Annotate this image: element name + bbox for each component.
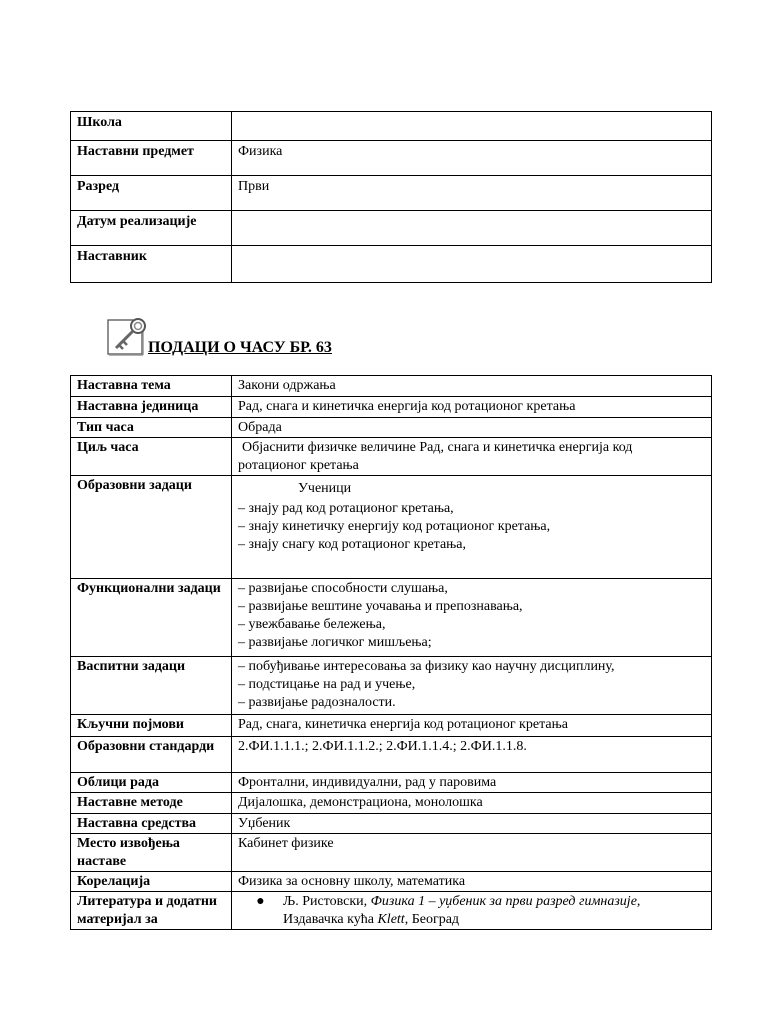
list-item: – развијање вештине уочавања и препознавања,	[238, 599, 523, 614]
correlation-label: Корелација	[71, 872, 232, 892]
functional-tasks-label: Функционални задаци	[71, 579, 232, 657]
literature-publisher-prefix: Издавачка кућа	[283, 912, 378, 927]
methods-label: Наставне методе	[71, 793, 232, 814]
teaching-aids-value: Уџбеник	[232, 814, 712, 834]
upbringing-tasks-label: Васпитни задаци	[71, 657, 232, 715]
table-row	[71, 112, 712, 141]
list-item: – развијање радозналости.	[238, 695, 396, 710]
bullet-icon: ●	[256, 894, 265, 909]
table-row	[71, 376, 712, 397]
unit-value: Рад, снага и кинетичка енергија код ротационог кретања	[232, 397, 712, 418]
teaching-aids-label: Наставна средства	[71, 814, 232, 834]
table-row	[71, 657, 712, 715]
students-intro: Ученици	[298, 481, 352, 496]
list-item: – развијање логичког мишљења;	[238, 635, 432, 650]
unit-label: Наставна јединица	[71, 397, 232, 418]
table-row	[71, 438, 712, 476]
literature-value	[232, 892, 712, 930]
topic-label: Наставна тема	[71, 376, 232, 397]
key-icon	[106, 316, 148, 356]
functional-tasks-value	[232, 579, 712, 657]
list-item: ● Љ. Ристовски, Физика 1 – уџбеник за први разред гимназије, Издавачка кућа Klett, Београд	[238, 893, 705, 929]
table-row	[71, 872, 712, 892]
school-label: Школа	[71, 112, 232, 141]
school-info-table	[70, 111, 712, 283]
lesson-type-value: Обрада	[232, 418, 712, 438]
table-row	[71, 141, 712, 176]
literature-book: Физика 1 – уџбеник за први разред гимназије	[370, 894, 637, 909]
educational-tasks-value	[232, 476, 712, 579]
table-row	[71, 793, 712, 814]
work-forms-label: Облици рада	[71, 773, 232, 793]
table-row	[71, 397, 712, 418]
literature-publisher: Klett	[377, 912, 405, 927]
table-row	[71, 715, 712, 737]
standards-label: Образовни стандарди	[71, 737, 232, 773]
teacher-value	[232, 246, 712, 283]
list-item: – развијање способности слушања,	[238, 581, 448, 596]
location-label: Место извођења наставе	[71, 834, 232, 872]
list-item: – увежбавање бележења,	[238, 617, 386, 632]
goal-label: Циљ часа	[71, 438, 232, 476]
grade-value: Први	[232, 176, 712, 211]
table-row	[71, 892, 712, 930]
literature-label: Литература и додатни материјал за	[71, 892, 232, 930]
table-row	[71, 579, 712, 657]
location-value: Кабинет физике	[232, 834, 712, 872]
methods-value: Дијалошка, демонстрациона, монолошка	[232, 793, 712, 814]
correlation-value: Физика за основну школу, математика	[232, 872, 712, 892]
school-value	[232, 112, 712, 141]
table-row	[71, 211, 712, 246]
list-item: – знају кинетичку енергију код ротационог кретања,	[238, 519, 551, 534]
goal-line: Објаснити физичке величине Рад, снага и кинетичка енергија код	[242, 440, 633, 455]
table-row	[71, 246, 712, 283]
table-row	[71, 834, 712, 872]
upbringing-tasks-value	[232, 657, 712, 715]
lesson-type-label: Тип часа	[71, 418, 232, 438]
list-item: – знају снагу код ротационог кретања,	[238, 537, 466, 552]
grade-label: Разред	[71, 176, 232, 211]
table-row	[71, 476, 712, 579]
standards-value: 2.ФИ.1.1.1.; 2.ФИ.1.1.2.; 2.ФИ.1.1.4.; 2.ФИ.1.1.8.	[232, 737, 712, 773]
table-row	[71, 737, 712, 773]
subject-label: Наставни предмет	[71, 141, 232, 176]
table-row	[71, 176, 712, 211]
table-row	[71, 418, 712, 438]
topic-value: Закони одржања	[232, 376, 712, 397]
goal-line: ротационог кретања	[238, 458, 359, 473]
key-concepts-value: Рад, снага, кинетичка енергија код ротационог кретања	[232, 715, 712, 737]
table-row	[71, 773, 712, 793]
table-row	[71, 814, 712, 834]
literature-author: Љ. Ристовски,	[283, 894, 371, 909]
date-value	[232, 211, 712, 246]
key-concepts-label: Кључни појмови	[71, 715, 232, 737]
lesson-table	[70, 375, 712, 930]
list-item: – подстицање на рад и учење,	[238, 677, 416, 692]
educational-tasks-label: Образовни задаци	[71, 476, 232, 579]
teacher-label: Наставник	[71, 246, 232, 283]
list-item: – знају рад код ротационог кретања,	[238, 501, 454, 516]
subject-value: Физика	[232, 141, 712, 176]
work-forms-value: Фронтални, индивидуални, рад у паровима	[232, 773, 712, 793]
goal-value	[232, 438, 712, 476]
date-label: Датум реализације	[71, 211, 232, 246]
section-title: ПОДАЦИ О ЧАСУ БР. 63	[148, 339, 332, 356]
list-item: – побуђивање интересовања за физику као научну дисциплину,	[238, 659, 615, 674]
